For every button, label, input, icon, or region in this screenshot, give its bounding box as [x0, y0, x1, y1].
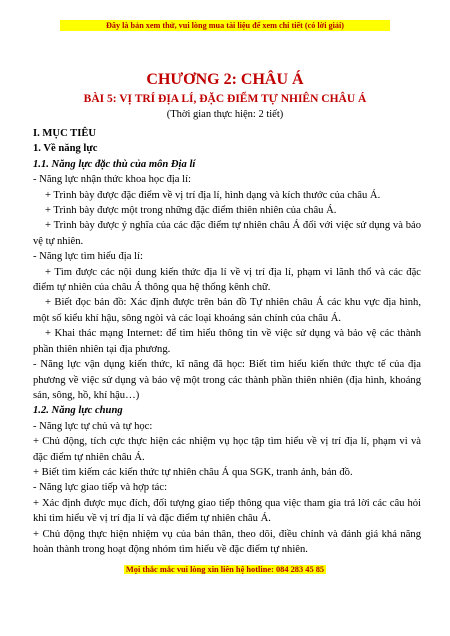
paragraph: + Chủ động thực hiện nhiệm vụ của bản thân, theo dõi, điều chỉnh và đánh giá khả năng hoàn thành trong hoạt động nhóm tìm hiểu về đặc điểm tự nhiên. — [33, 528, 421, 555]
hotline-banner — [0, 565, 450, 574]
paragraph: + Trình bày được ý nghĩa của các đặc điểm tự nhiên châu Á đối với việc sử dụng và bảo vệ tự nhiên. — [33, 220, 421, 247]
document-body — [33, 126, 421, 557]
paragraph: - Năng lực vận dụng kiến thức, kĩ năng đã học: Biết tìm hiểu kiến thức thực tế của địa phương về việc sử dụng và bảo vệ một trong các thành phần thiên nhiên (địa hình, khoáng sản, sông, hồ, khí hậu…) — [33, 359, 421, 401]
subsection-heading: 1.1. Năng lực đặc thù của môn Địa lí — [33, 158, 196, 170]
subsection-heading: 1.2. Năng lực chung — [33, 405, 123, 417]
paragraph: - Năng lực tìm hiểu địa lí: — [33, 251, 143, 263]
paragraph: + Khai thác mạng Internet: để tìm hiểu thông tin về việc sử dụng và bảo vệ các thành phần thiên nhiên tại địa phương. — [33, 328, 421, 355]
preview-notice-banner: Đây là bản xem thử, vui lòng mua tài liệu để xem chi tiết (có lời giải) — [60, 20, 390, 31]
paragraph: - Năng lực tự chủ và tự học: — [33, 420, 153, 432]
hotline-text: Mọi thắc mắc vui lòng xin liên hệ hotline: 084 283 45 85 — [125, 565, 325, 574]
paragraph: + Trình bày được một trong những đặc điểm thiên nhiên của châu Á. — [45, 205, 337, 217]
paragraph: + Biết tìm kiếm các kiến thức tự nhiên châu Á qua SGK, tranh ảnh, bản đồ. — [33, 466, 353, 478]
paragraph: + Tìm được các nội dung kiến thức địa lí về vị trí địa lí, phạm vi lãnh thổ và các đặc điểm tự nhiên của châu Á thông qua hệ thống kênh chữ. — [33, 266, 421, 294]
paragraph: + Trình bày được đặc điểm về vị trí địa lí, hình dạng và kích thước của châu Á. — [45, 189, 381, 201]
section-heading: I. MỤC TIÊU — [33, 128, 97, 139]
paragraph: + Chủ động, tích cực thực hiện các nhiệm vụ học tập tìm hiểu về vị trí địa lí, phạm vi và đặc điểm tự nhiên châu Á. — [33, 436, 421, 463]
chapter-title: CHƯƠNG 2: CHÂU Á — [146, 71, 304, 88]
paragraph: - Năng lực nhận thức khoa học địa lí: — [33, 174, 191, 186]
paragraph: + Xác định được mục đích, đối tượng giao tiếp thông qua việc tham gia trả lời các câu hỏi khi tìm hiểu về vị trí địa lí và đặc điểm tự nhiên châu Á. — [33, 497, 421, 525]
duration-note: (Thời gian thực hiện: 2 tiết) — [166, 109, 284, 120]
paragraph: + Biết đọc bản đồ: Xác định được trên bản đồ Tự nhiên châu Á các khu vực địa hình, một số kiểu khí hậu, sông ngòi và các loại khoáng sản chính của châu Á. — [33, 297, 421, 324]
subsection-heading: 1. Về năng lực — [33, 143, 98, 155]
lesson-title: BÀI 5: VỊ TRÍ ĐỊA LÍ, ĐẶC ĐIỂM TỰ NHIÊN CHÂU Á — [83, 93, 367, 105]
paragraph: - Năng lực giao tiếp và hợp tác: — [33, 482, 168, 494]
